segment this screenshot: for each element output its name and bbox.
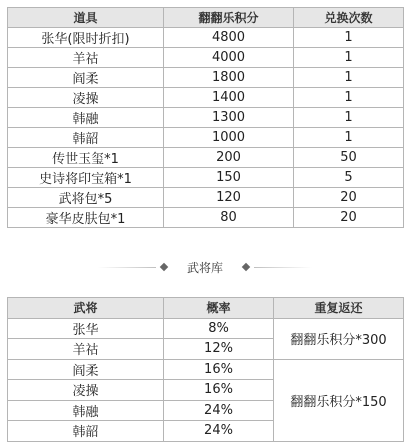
header-points: 翻翻乐积分 (164, 8, 294, 28)
general-name: 韩融 (8, 400, 164, 421)
item-points: 150 (164, 167, 294, 187)
item-times: 1 (294, 47, 404, 67)
item-points: 1400 (164, 87, 294, 107)
item-times: 50 (294, 147, 404, 167)
item-points: 4000 (164, 47, 294, 67)
table-row (8, 147, 404, 167)
table-row (8, 27, 404, 47)
general-rate: 24% (164, 400, 274, 421)
header-item: 道具 (8, 8, 164, 28)
general-pool-table (7, 297, 404, 442)
item-name: 凌操 (8, 87, 164, 107)
header-refund: 重复返还 (274, 298, 404, 319)
divider-line-right (254, 267, 312, 268)
item-name: 史诗将印宝箱*1 (8, 167, 164, 187)
table-row (8, 207, 404, 227)
section-title: 武将库 (186, 261, 223, 275)
table-row (8, 127, 404, 147)
item-points: 1800 (164, 67, 294, 87)
item-times: 1 (294, 107, 404, 127)
diamond-icon (160, 263, 168, 271)
table-row (8, 187, 404, 207)
item-name: 武将包*5 (8, 187, 164, 207)
item-points: 200 (164, 147, 294, 167)
item-points: 120 (164, 187, 294, 207)
item-name: 阎柔 (8, 67, 164, 87)
refund-group-1: 翻翻乐积分*300 (274, 318, 404, 359)
item-points: 4800 (164, 27, 294, 47)
item-times: 20 (294, 187, 404, 207)
item-name: 羊祜 (8, 47, 164, 67)
general-rate: 16% (164, 380, 274, 401)
item-times: 1 (294, 67, 404, 87)
pool-header-row (8, 298, 404, 319)
item-name: 豪华皮肤包*1 (8, 207, 164, 227)
general-name: 阎柔 (8, 359, 164, 380)
general-rate: 12% (164, 339, 274, 360)
item-name: 韩融 (8, 107, 164, 127)
table-row (8, 359, 404, 380)
item-points: 1000 (164, 127, 294, 147)
item-points: 80 (164, 207, 294, 227)
item-times: 20 (294, 207, 404, 227)
section-divider (0, 258, 410, 278)
diamond-icon (242, 263, 250, 271)
table-row (8, 47, 404, 67)
table-row (8, 107, 404, 127)
header-general: 武将 (8, 298, 164, 319)
general-name: 羊祜 (8, 339, 164, 360)
general-name: 韩韶 (8, 421, 164, 442)
item-name: 韩韶 (8, 127, 164, 147)
table-row (8, 167, 404, 187)
item-name: 张华(限时折扣) (8, 27, 164, 47)
item-times: 1 (294, 87, 404, 107)
item-points: 1300 (164, 107, 294, 127)
item-times: 1 (294, 127, 404, 147)
general-rate: 16% (164, 359, 274, 380)
table-row (8, 87, 404, 107)
general-name: 凌操 (8, 380, 164, 401)
general-rate: 8% (164, 318, 274, 339)
general-name: 张华 (8, 318, 164, 339)
item-times: 1 (294, 27, 404, 47)
general-rate: 24% (164, 421, 274, 442)
header-rate: 概率 (164, 298, 274, 319)
table-row (8, 318, 404, 339)
header-times: 兑换次数 (294, 8, 404, 28)
item-times: 5 (294, 167, 404, 187)
table-row (8, 67, 404, 87)
exchange-header-row (8, 8, 404, 28)
divider-line-left (98, 267, 156, 268)
exchange-table (7, 7, 404, 228)
item-name: 传世玉玺*1 (8, 147, 164, 167)
refund-group-2: 翻翻乐积分*150 (274, 359, 404, 441)
